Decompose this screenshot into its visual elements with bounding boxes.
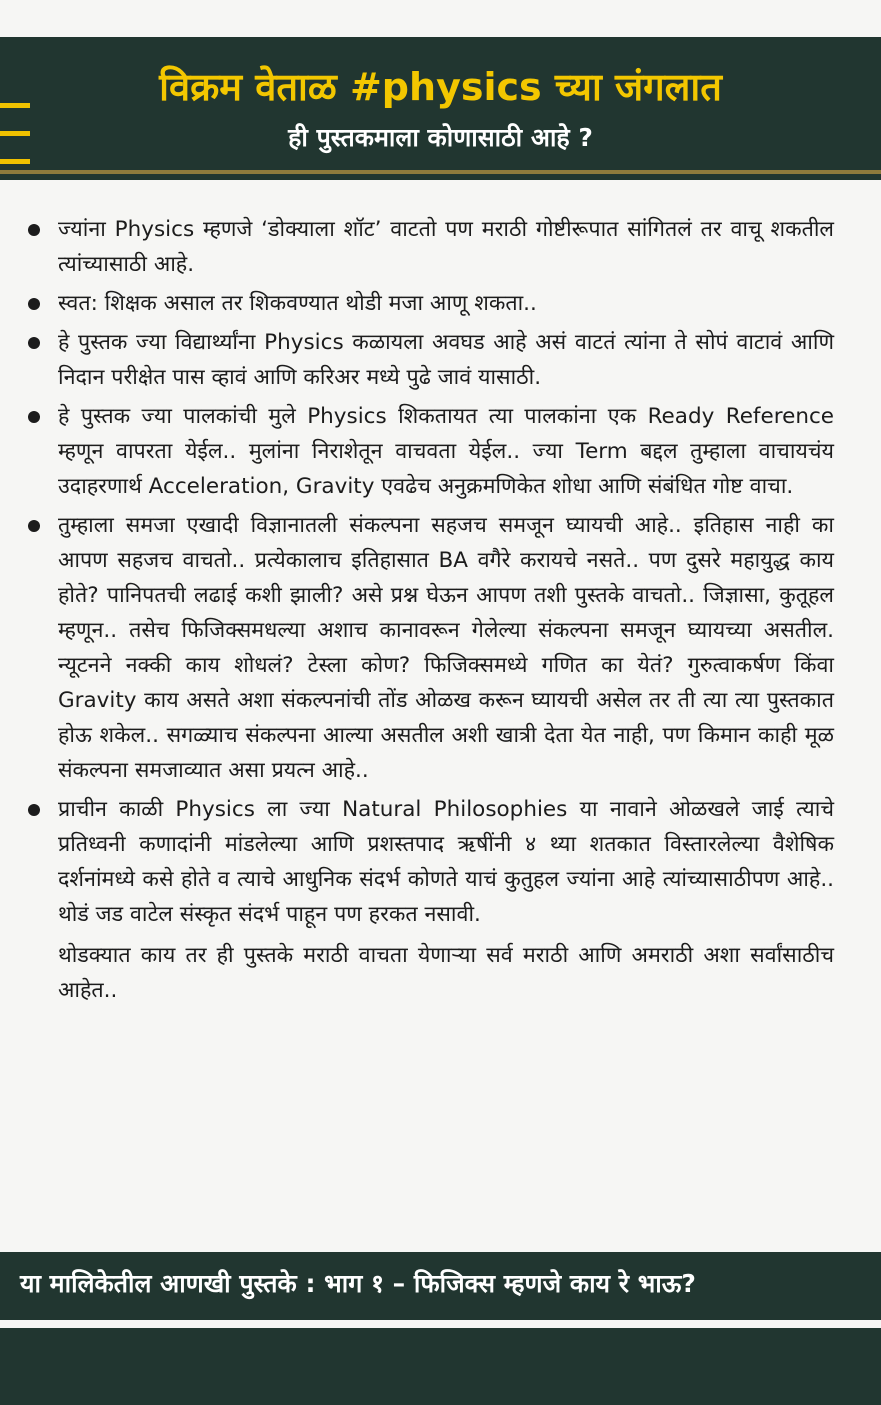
series-text: या मालिकेतील आणखी पुस्तके : भाग १ – फिजिक्स म्हणजे काय रे भाऊ? — [20, 1269, 696, 1298]
bullet-icon — [28, 520, 40, 532]
list-item-text: हे पुस्तक ज्या विद्यार्थ्यांना Physics कळायला अवघड आहे असं वाटतं त्यांना ते सोपं वाटावं आणि निदान परीक्षेत पास व्हावं आणि करिअर मध्ये पुढे जावं यासाठी. — [58, 330, 834, 390]
bullet-icon — [28, 804, 40, 816]
list-item — [28, 792, 834, 932]
list-item-text: ज्यांना Physics म्हणजे ‘डोक्याला शॉट’ वाटतो पण मराठी गोष्टीरूपात सांगितलं तर वाचू शकतील त्यांच्यासाठी आहे. — [58, 217, 834, 277]
bullet-icon — [28, 224, 40, 236]
book-title: विक्रम वेताळ #physics च्या जंगलात — [159, 65, 722, 109]
audience-list — [28, 212, 834, 1030]
list-item-text: हे पुस्तक ज्या पालकांची मुले Physics शिकतायत त्या पालकांना एक Ready Reference म्हणून वापरता येईल.. मुलांना निराशेतून वाचवता येईल.. ज्या Term बद्दल तुम्हाला वाचायचंय उदाहरणार्थ Acceleration, Gravity एवढेच अनुक्रमणिकेत शोधा आणि संबंधित गोष्ट वाचा. — [58, 404, 834, 499]
list-item — [28, 286, 834, 321]
bullet-icon — [28, 298, 40, 310]
bullet-icon — [28, 337, 40, 349]
list-item-text: प्राचीन काळी Physics ला ज्या Natural Philosophies या नावाने ओळखले जाई त्याचे प्रतिध्वनी कणादांनी मांडलेल्या आणि प्रशस्तपाद ऋषींनी ४ थ्या शतकात विस्तारलेल्या वैशेषिक दर्शनांमध्ये कसे होते व त्याचे आधुनिक संदर्भ कोणते याचं कुतुहल ज्यांना आहे त्यांच्यासाठीपण आहे.. थोडं जड वाटेल संस्कृत संदर्भ पाहून पण हरकत नसावी. — [58, 797, 834, 927]
list-item-text: तुम्हाला समजा एखादी विज्ञानातली संकल्पना सहजच समजून घ्यायची आहे.. इतिहास नाही का आपण सहजच वाचतो.. प्रत्येकालाच इतिहासात BA वगैरे करायचे नसते.. पण दुसरे महायुद्ध काय होते? पानिपतची लढाई कशी झाली? असे प्रश्न घेऊन आपण तशी पुस्तके वाचतो.. जिज्ञासा, कुतूहल म्हणून.. तसेच फिजिक्समधल्या अशाच कानावरून गेलेल्या संकल्पना समजून घ्यायच्या असतील. न्यूटनने नक्की काय शोधलं? टेस्ला कोण? फिजिक्समध्ये गणित का येतं? गुरुत्वाकर्षण किंवा Gravity काय असते अशा संकल्पनांची तोंड ओळख करून घ्यायची असेल तर ती त्या त्या पुस्तकात होऊ शकेल.. सगळ्याच संकल्पना आल्या असतील अशी खात्री देता येत नाही, पण किमान काही मूळ संकल्पना समजाव्यात असा प्रयत्न आहे.. — [58, 513, 834, 783]
list-item-text: स्वत: शिक्षक असाल तर शिकवण्यात थोडी मजा आणू शकता.. — [58, 291, 537, 316]
section-heading: ही पुस्तकमाला कोणासाठी आहे ? — [288, 123, 593, 152]
header-divider — [0, 170, 881, 174]
list-item — [28, 212, 834, 282]
bottom-band — [0, 1328, 881, 1405]
list-item — [28, 399, 834, 504]
list-item — [28, 325, 834, 395]
bullet-icon — [28, 411, 40, 423]
list-item — [28, 508, 834, 788]
closing-paragraph: थोडक्यात काय तर ही पुस्तके मराठी वाचता येणाऱ्या सर्व मराठी आणि अमराठी अशा सर्वांसाठीच आहेत.. — [58, 943, 834, 1003]
series-banner — [0, 1252, 881, 1320]
